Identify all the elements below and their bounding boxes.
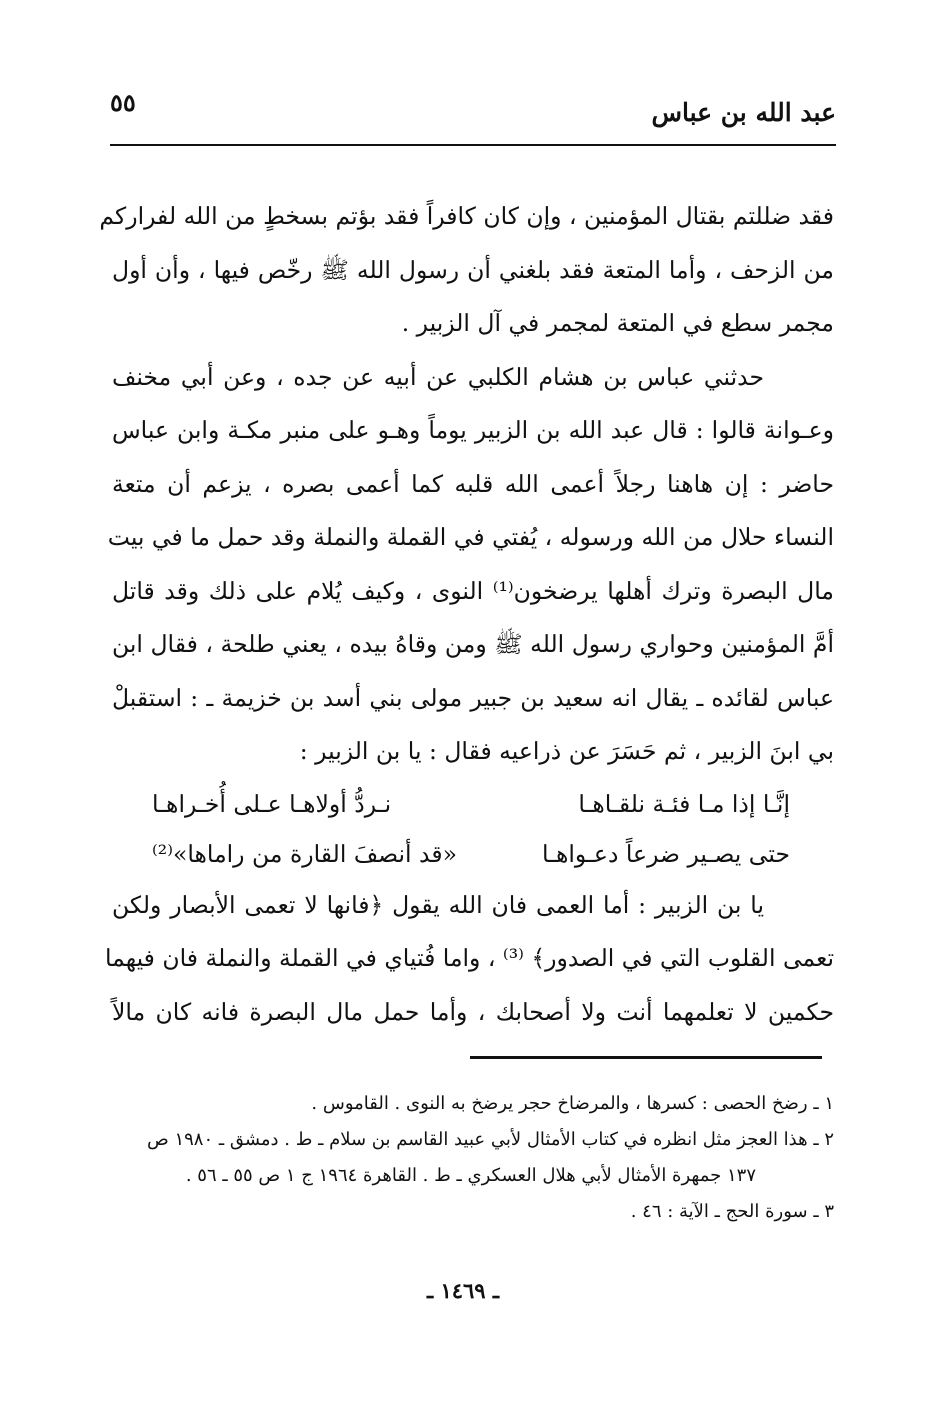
verse-first-hemistich: حتى يصـير ضرعاً دعـواهـا — [541, 839, 790, 868]
page-number-bottom: ـ ١٤٦٩ ـ — [426, 1278, 500, 1303]
text-line: مال البصرة وترك أهلها يرضخون⁽¹⁾ النوى ، وكيف يُلام على ذلك وقد قاتل — [112, 576, 834, 605]
text-line: مجمر سطع في المتعة لمجمر في آل الزبير . — [401, 309, 834, 337]
footnote: ٣ ـ سورة الحج ـ الآية : ٤٦ . — [630, 1201, 834, 1222]
footnote-separator — [470, 1056, 822, 1059]
footnote-continuation: ١٣٧ جمهرة الأمثال لأبي هلال العسكري ـ ط . القاهرة ١٩٦٤ ج ١ ص ٥٥ ـ ٥٦ . — [185, 1165, 756, 1186]
page-number-top: ٥٥ — [110, 88, 136, 117]
text-line: تعمى القلوب التي في الصدور﴾ ⁽³⁾ ، واما فُتياي في القملة والنملة فان فيهما — [104, 944, 834, 972]
verse-second-hemistich: نـردُّ أولاهـا عـلى أُخـراهـا — [152, 789, 392, 818]
footnote: ٢ ـ هذا العجز مثل انظره في كتاب الأمثال لأبي عبيد القاسم بن سلام ـ ط . دمشق ـ ١٩٨٠ ص — [146, 1129, 834, 1150]
header-rule — [110, 144, 836, 146]
poem-verse — [112, 779, 834, 829]
text-line: من الزحف ، وأما المتعة فقد بلغني أن رسول الله ﷺ رخّص فيها ، وأن أول — [112, 255, 834, 284]
text-line: فقد ضللتم بقتال المؤمنين ، وإن كان كافراً فقد بؤتم بسخطٍ من الله لفراركم — [99, 202, 834, 230]
text-line: وعـوانة قالوا : قال عبد الله بن الزبير يوماً وهـو على منبر مكـة وابن عباس — [112, 416, 834, 444]
text-line: بي ابنَ الزبير ، ثم حَسَرَ عن ذراعيه فقال : يا بن الزبير : — [299, 737, 834, 765]
text-line: عباس لقائده ـ يقال انه سعيد بن جبير مولى بني أسد بن خزيمة ـ : استقبلْ — [112, 683, 834, 712]
verse-second-hemistich: «قد أنصفَ القارة من راماها»⁽²⁾ — [152, 839, 458, 868]
poem-verse — [112, 829, 834, 879]
poem — [112, 779, 834, 879]
text-line: أمَّ المؤمنين وحواري رسول الله ﷺ ومن وقاهُ بيده ، يعني طلحة ، فقال ابن — [112, 630, 834, 658]
text-line: النساء حلال من الله ورسوله ، يُفتي في القملة والنملة وقد حمل ما في بيت — [107, 523, 834, 551]
text-line: يا بن الزبير : أما العمى فان الله يقول ﴿فانها لا تعمى الأبصار ولكن — [112, 890, 764, 919]
text-line: حدثني عباس بن هشام الكلبي عن أبيه عن جده ، وعن أبي مخنف — [112, 362, 764, 391]
main-text — [99, 190, 834, 1039]
running-title: عبد الله بن عباس — [651, 98, 836, 127]
verse-first-hemistich: إنَّـا إذا مـا فئـة نلقـاهـا — [578, 789, 790, 818]
footnotes — [112, 1086, 834, 1230]
text-line: حكمين لا تعلمهما أنت ولا أصحابك ، وأما حمل مال البصرة فانه كان مالاً — [112, 997, 834, 1026]
page-header — [110, 88, 836, 146]
footnote: ١ ـ رضخ الحصى : كسرها ، والمرضاخ حجر يرضخ به النوى . القاموس . — [311, 1093, 834, 1114]
text-line: حاضر : إن هاهنا رجلاً أعمى الله قلبه كما أعمى بصره ، يزعم أن متعة — [112, 469, 834, 498]
